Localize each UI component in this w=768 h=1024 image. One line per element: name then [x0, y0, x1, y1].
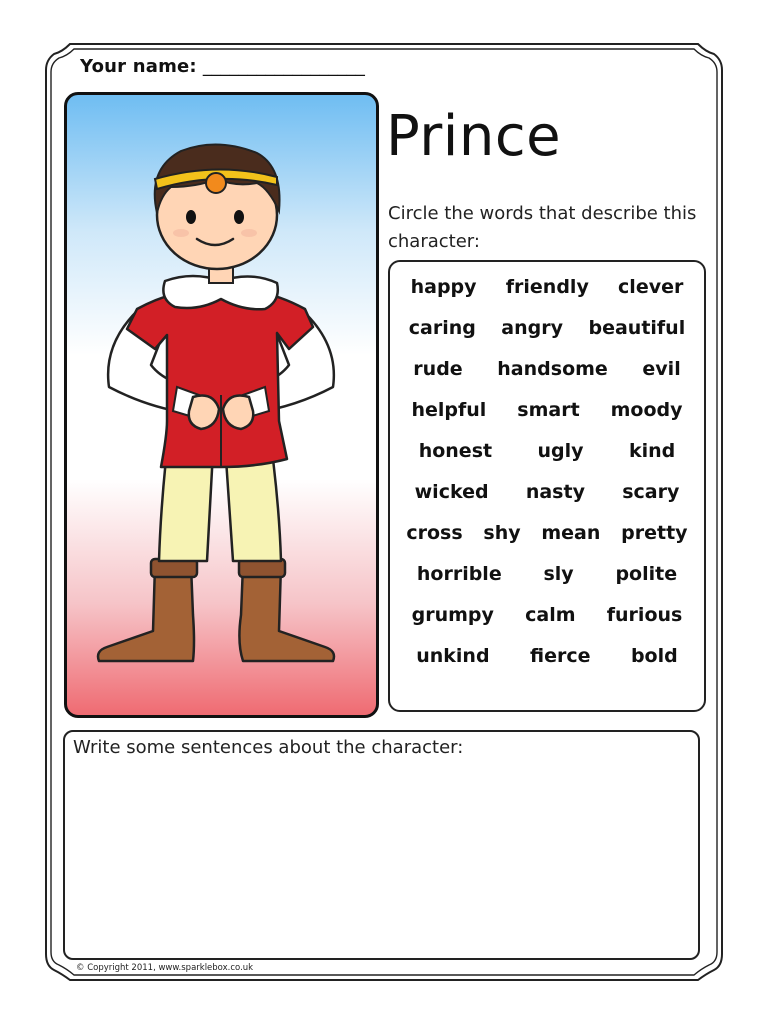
describing-word[interactable]: fierce [530, 645, 591, 667]
instruction-text: Circle the words that describe this character: [388, 203, 697, 252]
describing-word[interactable]: furious [606, 604, 683, 626]
prince-illustration [67, 95, 376, 715]
describing-word[interactable]: scary [622, 481, 680, 503]
describing-word[interactable]: clever [618, 276, 684, 298]
describing-word[interactable]: horrible [416, 563, 502, 585]
word-row [390, 481, 704, 503]
word-row [390, 399, 704, 421]
word-row [390, 563, 704, 585]
describing-word[interactable]: happy [410, 276, 477, 298]
describing-word[interactable]: pretty [621, 522, 688, 544]
word-row [390, 358, 704, 380]
describing-word[interactable]: mean [541, 522, 601, 544]
word-box [388, 260, 706, 712]
word-row [390, 645, 704, 667]
character-title: Prince [386, 104, 562, 169]
name-label: Your name: [80, 56, 197, 77]
copyright-notice: © Copyright 2011, www.sparklebox.co.uk [76, 963, 254, 973]
describing-word[interactable]: sly [543, 563, 574, 585]
describing-word[interactable]: calm [525, 604, 576, 626]
describing-word[interactable]: wicked [414, 481, 489, 503]
describing-word[interactable]: smart [517, 399, 580, 421]
describing-word[interactable]: honest [418, 440, 493, 462]
character-picture-panel [64, 92, 379, 718]
describing-word[interactable]: evil [642, 358, 681, 380]
describing-word[interactable]: rude [413, 358, 463, 380]
word-row [390, 317, 704, 339]
describing-word[interactable]: bold [630, 645, 678, 667]
describing-word[interactable]: ugly [537, 440, 584, 462]
describing-word[interactable]: kind [628, 440, 676, 462]
name-blank-line[interactable]: __________________ [202, 56, 365, 77]
describing-word[interactable]: friendly [505, 276, 589, 298]
writing-area[interactable] [63, 730, 700, 960]
writing-prompt: Write some sentences about the character: [73, 737, 464, 758]
word-row [390, 604, 704, 626]
describing-word[interactable]: nasty [525, 481, 585, 503]
describing-word[interactable]: caring [408, 317, 476, 339]
describing-word[interactable]: beautiful [588, 317, 686, 339]
word-row [390, 276, 704, 298]
name-field[interactable] [80, 56, 365, 77]
describing-word[interactable]: shy [483, 522, 521, 544]
word-row [390, 440, 704, 462]
describing-word[interactable]: cross [406, 522, 463, 544]
describing-word[interactable]: moody [610, 399, 683, 421]
describing-word[interactable]: handsome [497, 358, 608, 380]
describing-word[interactable]: unkind [416, 645, 490, 667]
describing-word[interactable]: grumpy [411, 604, 494, 626]
word-row [390, 522, 704, 544]
describing-word[interactable]: helpful [411, 399, 487, 421]
describing-word[interactable]: polite [615, 563, 678, 585]
describing-word[interactable]: angry [501, 317, 564, 339]
